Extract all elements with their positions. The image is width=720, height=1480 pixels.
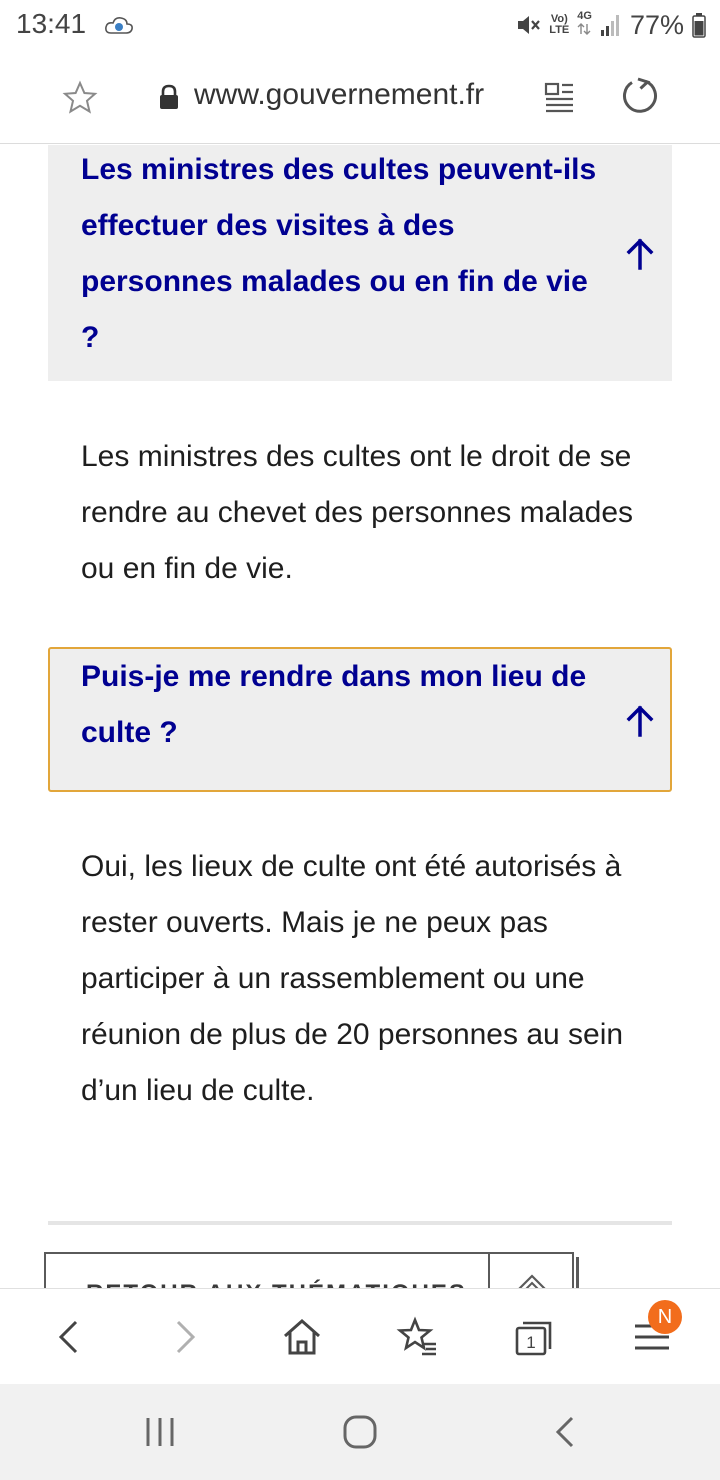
forward-arrow-icon[interactable] bbox=[164, 1317, 204, 1357]
data-arrows-icon bbox=[577, 23, 591, 35]
notification-badge: N bbox=[648, 1300, 682, 1334]
system-back-icon[interactable] bbox=[546, 1414, 586, 1450]
page-content bbox=[0, 145, 720, 1288]
volte-indicator: Vo) LTE bbox=[549, 13, 570, 36]
reload-icon[interactable] bbox=[620, 76, 660, 116]
faq-question-1[interactable] bbox=[48, 145, 672, 381]
arrow-up-icon[interactable] bbox=[624, 237, 656, 271]
lock-icon bbox=[158, 84, 180, 110]
star-icon[interactable] bbox=[62, 80, 98, 116]
sync-cloud-icon bbox=[104, 14, 134, 36]
status-bar bbox=[0, 0, 720, 50]
tab-count: 1 bbox=[526, 1333, 536, 1352]
browser-toolbar bbox=[0, 1288, 720, 1384]
status-time: 13:41 bbox=[16, 8, 87, 39]
faq-answer-1: Les ministres des cultes ont le droit de se rendre au chevet des personnes malades ou en fin de vie. bbox=[81, 440, 634, 585]
mute-icon bbox=[515, 12, 541, 38]
arrow-up-icon[interactable] bbox=[624, 704, 656, 738]
faq-question-2-title[interactable]: Puis-je me rendre dans mon lieu de culte ? bbox=[81, 660, 587, 749]
battery-icon bbox=[692, 12, 706, 38]
recent-apps-icon[interactable] bbox=[140, 1414, 180, 1450]
url-bar bbox=[0, 50, 720, 144]
status-indicators bbox=[515, 8, 706, 42]
signal-icon bbox=[600, 13, 622, 37]
faq-question-2[interactable] bbox=[48, 647, 672, 792]
battery-percent: 77% bbox=[629, 9, 684, 40]
faq-question-1-title[interactable]: Les ministres des cultes peuvent-ils effectuer des visites à des personnes malades ou en fin de vie ? bbox=[81, 153, 597, 354]
back-arrow-icon[interactable] bbox=[50, 1317, 90, 1357]
home-icon[interactable] bbox=[282, 1317, 322, 1357]
data-indicator: 4G bbox=[577, 11, 592, 40]
faq-answer-2: Oui, les lieux de culte ont été autorisés à rester ouverts. Mais je ne peux pas participer à un rassemblement ou une réunion de plus de 20 personnes au sein d’un lieu de culte. bbox=[81, 850, 624, 1107]
home-circle-icon[interactable] bbox=[340, 1414, 380, 1450]
reader-mode-icon[interactable] bbox=[542, 80, 576, 114]
system-nav-bar bbox=[0, 1384, 720, 1480]
section-divider bbox=[48, 1221, 672, 1225]
bookmarks-icon[interactable] bbox=[398, 1317, 438, 1357]
url-text[interactable]: www.gouvernement.fr bbox=[194, 78, 485, 111]
tabs-icon[interactable] bbox=[514, 1317, 554, 1357]
